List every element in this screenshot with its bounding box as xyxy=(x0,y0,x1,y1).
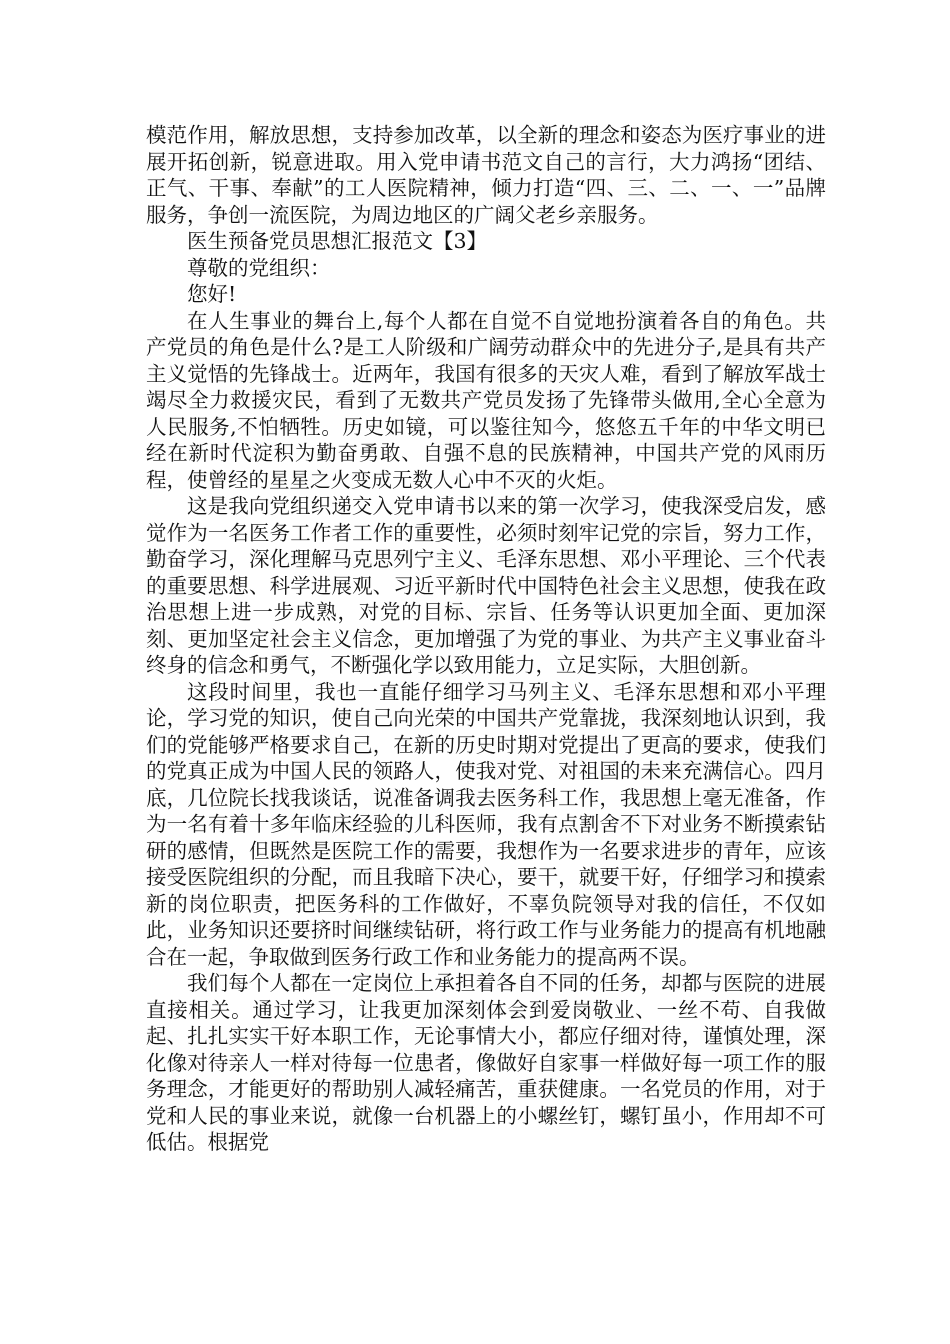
paragraph-4: 我们每个人都在一定岗位上承担着各自不同的任务，却都与医院的进展直接相关。通过学习，让我更加深刻体会到爱岗敬业、一丝不苟、自我做起、扎扎实实干好本职工作，无论事情大小，都应仔细对待，谨慎处理，深化像对待亲人一样对待每一位患者，像做好自家事一样做好每一项工作的服务理念，才能更好的帮助别人减轻痛苦，重获健康。一名党员的作用，对于党和人民的事业来说，就像一台机器上的小螺丝钉，螺钉虽小，作用却不可低估。根据党 xyxy=(146,971,826,1154)
document-body xyxy=(146,122,826,1156)
salutation: 尊敬的党组织： xyxy=(187,255,331,280)
paragraph-1: 在人生事业的舞台上,每个人都在自觉不自觉地扮演着各自的角色。共产党员的角色是什么?是工人阶级和广阔劳动群众中的先进分子,是具有共产主义觉悟的先锋战士。近两年，我国有很多的天灾人难，看到了解放军战士竭尽全力救援灾民，看到了无数共产党员发扬了先锋带头做用,全心全意为人民服务,不怕牺牲。历史如镜，可以鉴往知今，悠悠五千年的中华文明已经在新时代淀积为勤奋勇敢、自强不息的民族精神，中国共产党的风雨历程，使曾经的星星之火变成无数人心中不灭的火炬。 xyxy=(146,308,826,492)
document-heading: 医生预备党员思想汇报范文【3】 xyxy=(187,229,488,253)
paragraph-intro: 模范作用，解放思想，支持参加改革，以全新的理念和姿态为医疗事业的进展开拓创新，锐意进取。用入党申请书范文自己的言行，大力鸿扬“团结、正气、干事、奉献”的工人医院精神，倾力打造“四、三、二、一、一”品牌服务，争创一流医院，为周边地区的广阔父老乡亲服务。 xyxy=(146,123,826,227)
paragraph-2: 这是我向党组织递交入党申请书以来的第一次学习，使我深受启发，感觉作为一名医务工作者工作的重要性，必须时刻牢记党的宗旨，努力工作，勤奋学习，深化理解马克思列宁主义、毛泽东思想、邓小平理论、三个代表的重要思想、科学进展观、习近平新时代中国特色社会主义思想，使我在政治思想上进一步成熟，对党的目标、宗旨、任务等认识更加全面、更加深刻、更加坚定社会主义信念，更加增强了为党的事业、为共产主义事业奋斗终身的信念和勇气，不断强化学以致用能力，立足实际，大胆创新。 xyxy=(146,494,826,677)
paragraph-3: 这段时间里，我也一直能仔细学习马列主义、毛泽东思想和邓小平理论，学习党的知识，使自己向光荣的中国共产党靠拢，我深刻地认识到，我们的党能够严格要求自己，在新的历史时期对党提出了更高的要求，使我们的党真正成为中国人民的领路人，使我对党、对祖国的未来充满信心。四月底，几位院长找我谈话，说准备调我去医务科工作，我思想上毫无准备，作为一名有着十多年临床经验的儿科医师，我有点割舍不下对业务不断摸索钻研的感情，但既然是医院工作的需要，我想作为一名要求进步的青年，应该接受医院组织的分配，而且我暗下决心，要干，就要干好，仔细学习和摸索新的岗位职责，把医务科的工作做好，不辜负院领导对我的信任，不仅如此，业务知识还要挤时间继续钻研，将行政工作与业务能力的提高有机地融合在一起，争取做到医务行政工作和业务能力的提高两不误。 xyxy=(146,679,826,969)
greeting: 您好! xyxy=(187,282,237,306)
